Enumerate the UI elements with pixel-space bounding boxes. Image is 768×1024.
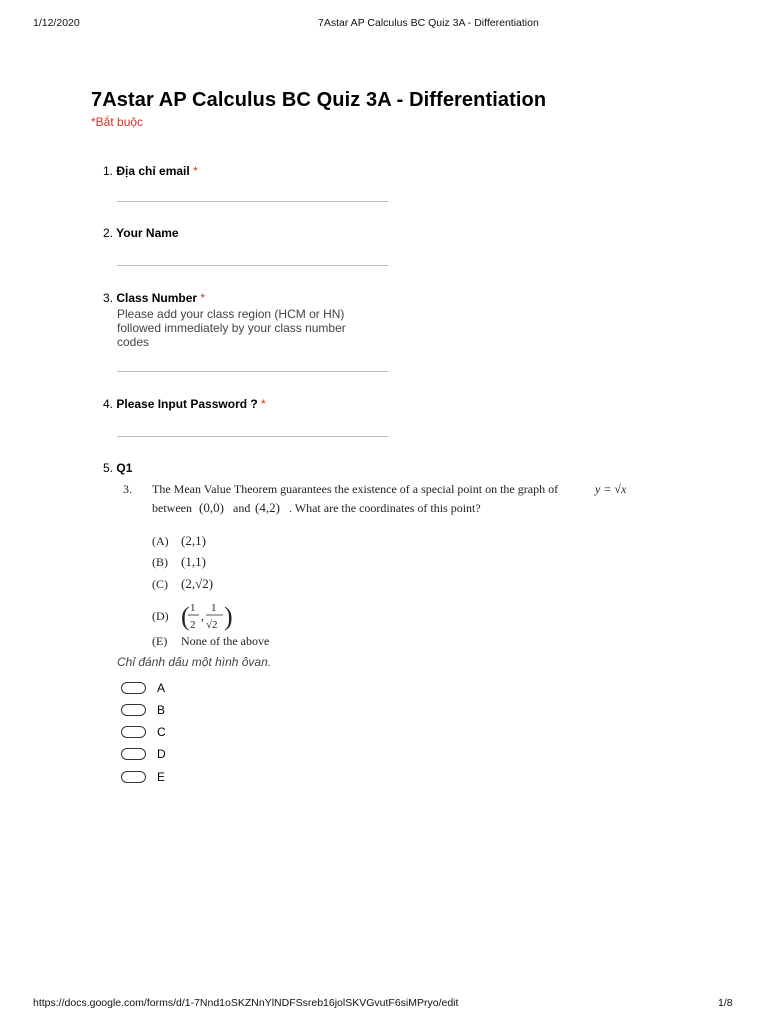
name-field[interactable] (117, 265, 388, 266)
oval-radio[interactable] (121, 771, 146, 783)
svg-text:,: , (201, 609, 204, 623)
option-label: B (157, 703, 166, 717)
svg-text:√2: √2 (206, 619, 218, 631)
oval-radio[interactable] (121, 726, 146, 738)
choice-letter: (A) (152, 534, 169, 548)
choice-letter: (D) (152, 609, 169, 623)
problem-point-2: (4,2) (255, 500, 280, 515)
question-email-label: 1. Địa chỉ email * (103, 164, 198, 178)
option-d[interactable] (121, 746, 166, 762)
problem-point-1: (0,0) (199, 500, 224, 515)
problem-function: y = √x (595, 482, 627, 496)
required-note: *Bắt buộc (91, 115, 144, 129)
choice-value: (1,1) (181, 554, 206, 569)
print-page-number: 1/8 (718, 997, 733, 1009)
problem-between: between (152, 501, 192, 515)
problem-line-1: The Mean Value Theorem guarantees the existence of a special point on the graph of (152, 482, 559, 496)
class-number-description: Please add your class region (HCM or HN) followed immediately by your class number codes (117, 307, 346, 349)
option-c[interactable] (121, 724, 166, 740)
question-image (117, 478, 657, 652)
print-url: https://docs.google.com/forms/d/1-7Nnd1oSKZNnYlNDFSsreb16jolSKVGvutF6siMPryo/edit (33, 997, 459, 1009)
form-title: 7Astar AP Calculus BC Quiz 3A - Differentiation (91, 89, 547, 111)
oval-radio[interactable] (121, 748, 146, 760)
question-q1-label: 5. Q1 (103, 461, 133, 475)
option-b[interactable] (121, 702, 166, 718)
print-page-title: 7Astar AP Calculus BC Quiz 3A - Differentiation (318, 17, 539, 29)
password-field[interactable] (117, 436, 388, 437)
choice-value: (2,1) (181, 533, 206, 548)
svg-text:): ) (224, 602, 233, 631)
option-label: A (157, 681, 166, 695)
choice-value: (2,√2) (181, 576, 214, 591)
email-field[interactable] (117, 201, 388, 202)
print-date: 1/12/2020 (33, 17, 80, 29)
choice-letter: (C) (152, 577, 168, 591)
svg-text:1: 1 (211, 602, 217, 614)
problem-number: 3. (123, 482, 132, 496)
required-star: * (193, 164, 198, 178)
svg-text:(: ( (181, 602, 190, 631)
instruction-text: Chỉ đánh dấu một hình ôvan. (117, 655, 272, 669)
svg-text:1: 1 (190, 602, 196, 614)
class-number-field[interactable] (117, 371, 388, 372)
required-star: * (261, 397, 266, 411)
question-class-number-label: 3. Class Number * (103, 291, 206, 305)
choice-value: None of the above (181, 634, 270, 648)
option-label: D (157, 747, 166, 761)
question-name-label: 2. Your Name (103, 226, 179, 240)
option-a[interactable] (121, 680, 166, 696)
oval-radio[interactable] (121, 704, 146, 716)
choice-letter: (E) (152, 634, 168, 648)
problem-and: and (233, 501, 251, 515)
question-password-label: 4. Please Input Password ? * (103, 397, 266, 411)
required-star: * (200, 291, 206, 305)
choice-letter: (B) (152, 555, 168, 569)
option-label: E (157, 770, 166, 784)
svg-text:2: 2 (190, 619, 196, 631)
option-e[interactable] (121, 769, 166, 785)
problem-line-2: . What are the coordinates of this point? (289, 501, 481, 515)
choice-d-fraction (181, 602, 233, 631)
oval-radio[interactable] (121, 682, 146, 694)
option-label: C (157, 725, 166, 739)
